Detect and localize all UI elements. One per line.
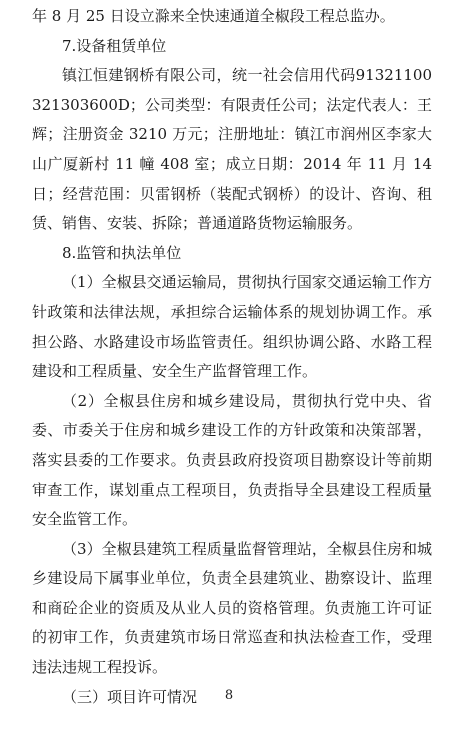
paragraph-quality-station: （3）全椒县建筑工程质量监督管理站，全椒县住房和城乡建设局下属事业单位，负责全县建筑业、勘察设计、监理和商砼企业的资质及从业人员的资格管理。负责施工许可证的初审工作，负责建筑市场日常巡查和执法检查工作，受理违法违规工程投诉。 — [32, 539, 432, 677]
section-heading-equipment-leasing: 7.设备租赁单位 — [62, 36, 167, 55]
paragraph-housing-bureau: （2）全椒县住房和城乡建设局，贯彻执行党中央、省委、市委关于住房和城乡建设工作的方针政策和决策部署，落实县委的工作要求。负责县政府投资项目勘察设计等前期审查工作，谋划重点工程项目，负责指导全县建设工程质量安全监管工作。 — [32, 391, 432, 529]
paragraph-transport-bureau: （1）全椒县交通运输局，贯彻执行国家交通运输工作方针政策和法律法规，承担综合运输体系的规划协调工作。承担公路、水路建设市场监管责任。组织协调公路、水路工程建设和工程质量、安全生产监督管理工作。 — [32, 273, 432, 381]
paragraph-leasing-company: 镇江恒建钢桥有限公司，统一社会信用代码91321100321303600D；公司类型：有限责任公司；法定代表人：王辉；注册资金 3210 万元；注册地址：镇江市润州区李家大山广厦新村 11 幢 408 室；成立日期：2014 年 11 月 14 日；经营范围：贝雷钢桥（装配式钢桥）的设计、咨询、租赁、销售、安装、拆除；普通道路货物运输服务。 — [32, 66, 432, 233]
page-number: 8 — [224, 688, 234, 703]
section-heading-supervision: 8.监管和执法单位 — [62, 243, 182, 262]
continuation-paragraph: 年 8 月 25 日设立滁来全快速通道全椒段工程总监办。 — [32, 7, 395, 25]
section-heading-project-permits: （三）项目许可情况 — [62, 687, 198, 706]
page-body — [32, 2, 432, 712]
